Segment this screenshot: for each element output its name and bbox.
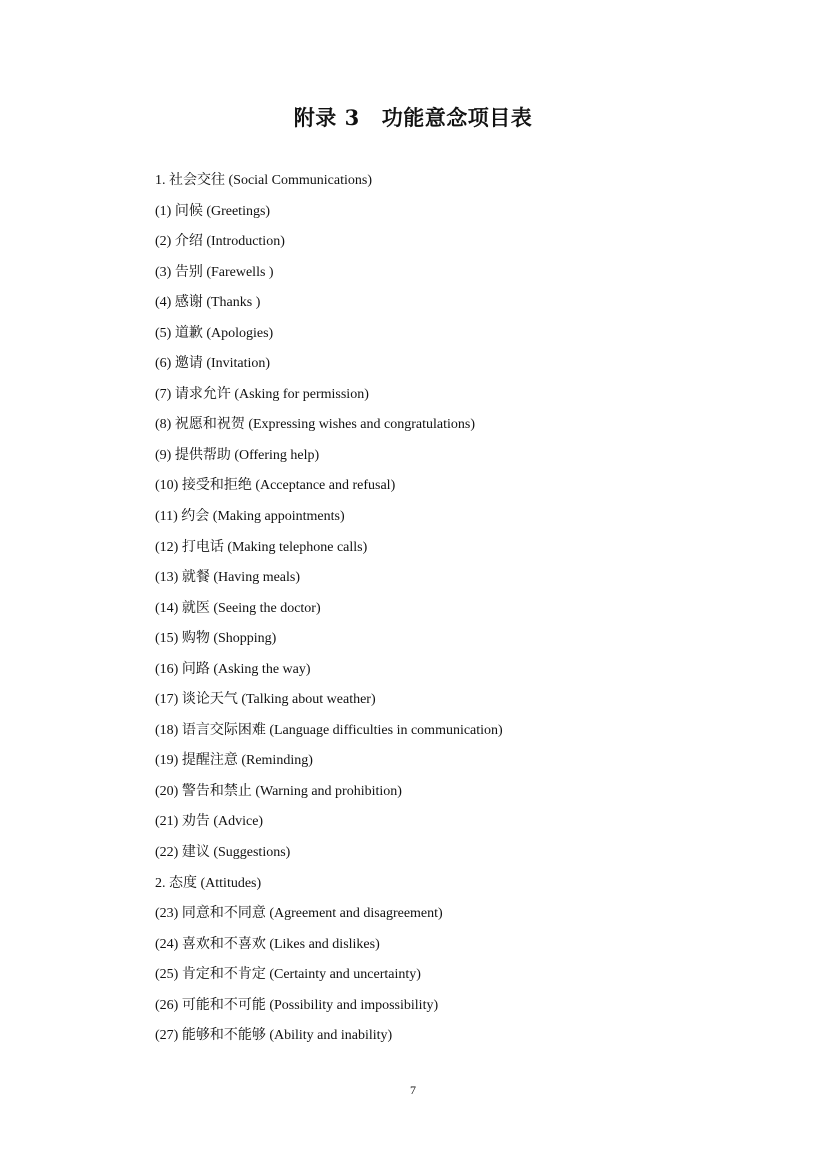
list-item: (25) 肯定和不肯定 (Certainty and uncertainty) [155, 967, 421, 983]
section-heading-attitudes: 2. 态度 (Attitudes) [155, 875, 262, 891]
list-item: (21) 劝告 (Advice) [155, 814, 264, 830]
list-item: (16) 问路 (Asking the way) [155, 661, 311, 677]
list-item: (15) 购物 (Shopping) [155, 631, 277, 647]
list-item: (12) 打电话 (Making telephone calls) [155, 539, 368, 555]
list-item: (8) 祝愿和祝贺 (Expressing wishes and congratulations) [155, 417, 475, 433]
list-item: (17) 谈论天气 (Talking about weather) [155, 692, 376, 708]
list-item: (11) 约会 (Making appointments) [155, 509, 345, 525]
list-item: (5) 道歉 (Apologies) [155, 325, 274, 341]
list-item: (6) 邀请 (Invitation) [155, 356, 271, 372]
page-number: 7 [410, 1083, 416, 1097]
page-title [0, 102, 826, 132]
list-item: (10) 接受和拒绝 (Acceptance and refusal) [155, 478, 396, 494]
title-prefix: 附录 3 [293, 105, 360, 130]
list-item: (2) 介绍 (Introduction) [155, 234, 285, 250]
list-item: (23) 同意和不同意 (Agreement and disagreement) [155, 906, 443, 922]
list-item: (9) 提供帮助 (Offering help) [155, 447, 320, 463]
list-item: (26) 可能和不可能 (Possibility and impossibility) [155, 997, 439, 1013]
function-notion-list [155, 171, 503, 1057]
list-item: (7) 请求允许 (Asking for permission) [155, 386, 369, 402]
list-item: (4) 感谢 (Thanks ) [155, 295, 261, 311]
list-item: (18) 语言交际困难 (Language difficulties in communication) [155, 722, 503, 738]
list-item: (27) 能够和不能够 (Ability and inability) [155, 1028, 393, 1044]
list-item: (19) 提醒注意 (Reminding) [155, 753, 313, 769]
list-item: (22) 建议 (Suggestions) [155, 845, 291, 861]
list-item: (13) 就餐 (Having meals) [155, 570, 301, 586]
list-item: (24) 喜欢和不喜欢 (Likes and dislikes) [155, 936, 380, 952]
list-item: (3) 告别 (Farewells ) [155, 264, 274, 280]
list-item: (20) 警告和禁止 (Warning and prohibition) [155, 783, 402, 799]
section-heading-social: 1. 社会交往 (Social Communications) [155, 173, 372, 188]
list-item: (1) 问候 (Greetings) [155, 203, 271, 219]
list-item: (14) 就医 (Seeing the doctor) [155, 600, 321, 616]
title-main: 功能意念项目表 [381, 105, 533, 130]
